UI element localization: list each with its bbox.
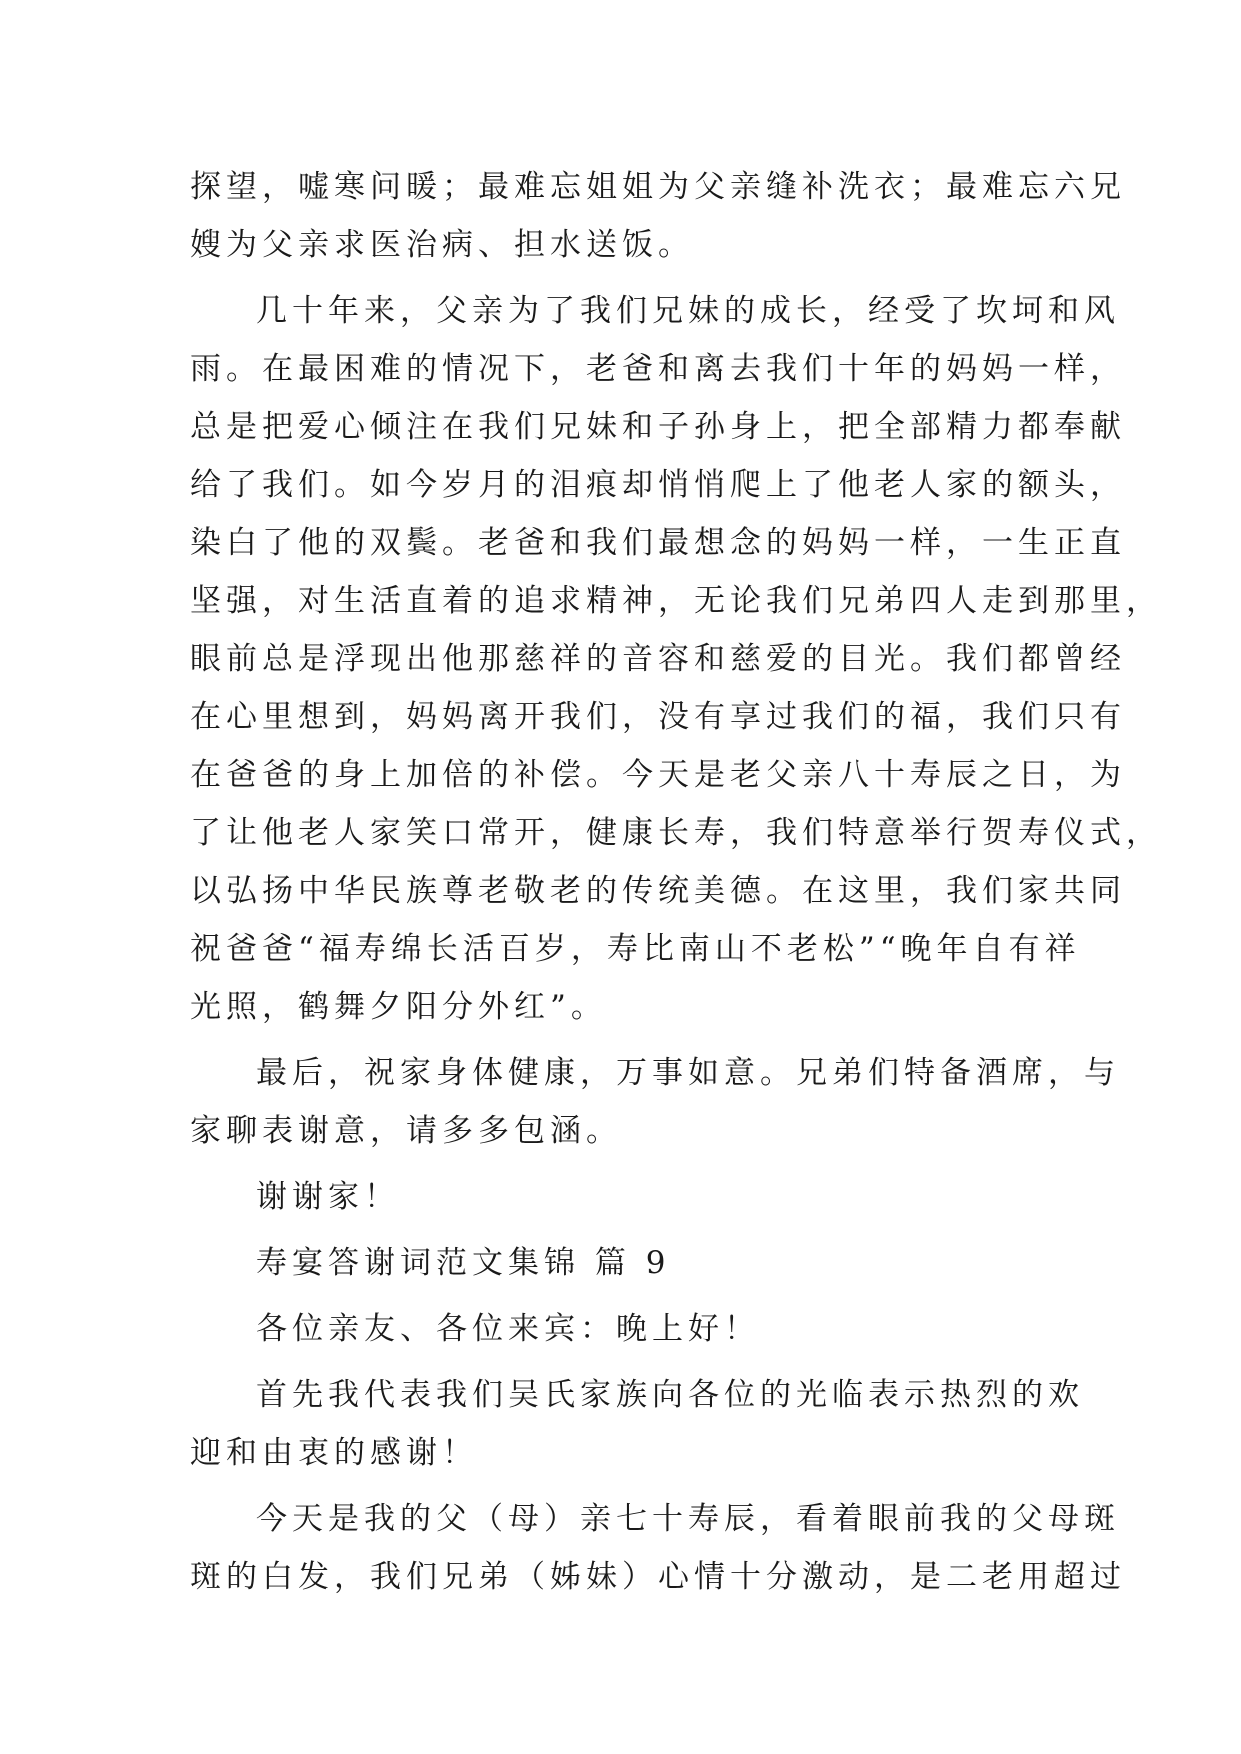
text-line: 首先我代表我们吴氏家族向各位的光临表示热烈的欢	[256, 1377, 1084, 1413]
text-line: 探望，嘘寒问暖；最难忘姐姐为父亲缝补洗衣；最难忘六兄	[190, 169, 1126, 205]
text-line: 几十年来，父亲为了我们兄妹的成长，经受了坎坷和风	[256, 293, 1120, 329]
text-line: 坚强，对生活直着的追求精神，无论我们兄弟四人走到那里，	[190, 583, 1162, 619]
text-line: 谢谢家！	[256, 1179, 400, 1215]
text-line: 总是把爱心倾注在我们兄妹和子孙身上，把全部精力都奉献	[190, 409, 1126, 445]
text-line: 祝爸爸“福寿绵长活百岁，寿比南山不老松”“晚年自有祥	[190, 931, 1081, 967]
text-line: 给了我们。如今岁月的泪痕却悄悄爬上了他老人家的额头，	[190, 467, 1126, 503]
text-line: 光照，鹤舞夕阳分外红”。	[190, 989, 607, 1025]
text-line: 以弘扬中华民族尊老敬老的传统美德。在这里，我们家共同	[190, 873, 1126, 909]
paragraph	[190, 1490, 1126, 1606]
text-line: 斑的白发，我们兄弟（姊妹）心情十分激动，是二老用超过	[190, 1559, 1126, 1595]
text-line: 最后，祝家身体健康，万事如意。兄弟们特备酒席，与	[256, 1055, 1120, 1091]
text-line: 迎和由衷的感谢！	[190, 1435, 478, 1471]
text-line: 雨。在最困难的情况下，老爸和离去我们十年的妈妈一样，	[190, 351, 1126, 387]
text-line: 染白了他的双鬓。老爸和我们最想念的妈妈一样，一生正直	[190, 525, 1126, 561]
text-line: 眼前总是浮现出他那慈祥的音容和慈爱的目光。我们都曾经	[190, 641, 1126, 677]
paragraph	[190, 158, 1126, 274]
paragraph	[190, 1044, 1120, 1160]
text-line: 今天是我的父（母）亲七十寿辰，看着眼前我的父母斑	[256, 1501, 1120, 1537]
text-line: 在心里想到，妈妈离开我们，没有享过我们的福，我们只有	[190, 699, 1126, 735]
paragraph	[190, 1366, 1084, 1482]
text-line: 在爸爸的身上加倍的补偿。今天是老父亲八十寿辰之日，为	[190, 757, 1126, 793]
text-line: 嫂为父亲求医治病、担水送饭。	[190, 227, 694, 263]
text-line: 家聊表谢意，请多多包涵。	[190, 1113, 622, 1149]
section-heading	[190, 1234, 1050, 1292]
document-body	[190, 158, 1162, 1606]
text-line: 寿宴答谢词范文集锦 篇 9	[256, 1245, 671, 1281]
paragraph	[190, 1300, 1050, 1358]
text-line: 了让他老人家笑口常开，健康长寿，我们特意举行贺寿仪式，	[190, 815, 1162, 851]
text-line: 各位亲友、各位来宾：晚上好！	[256, 1311, 760, 1347]
paragraph	[190, 282, 1162, 1036]
paragraph	[190, 1168, 1050, 1226]
